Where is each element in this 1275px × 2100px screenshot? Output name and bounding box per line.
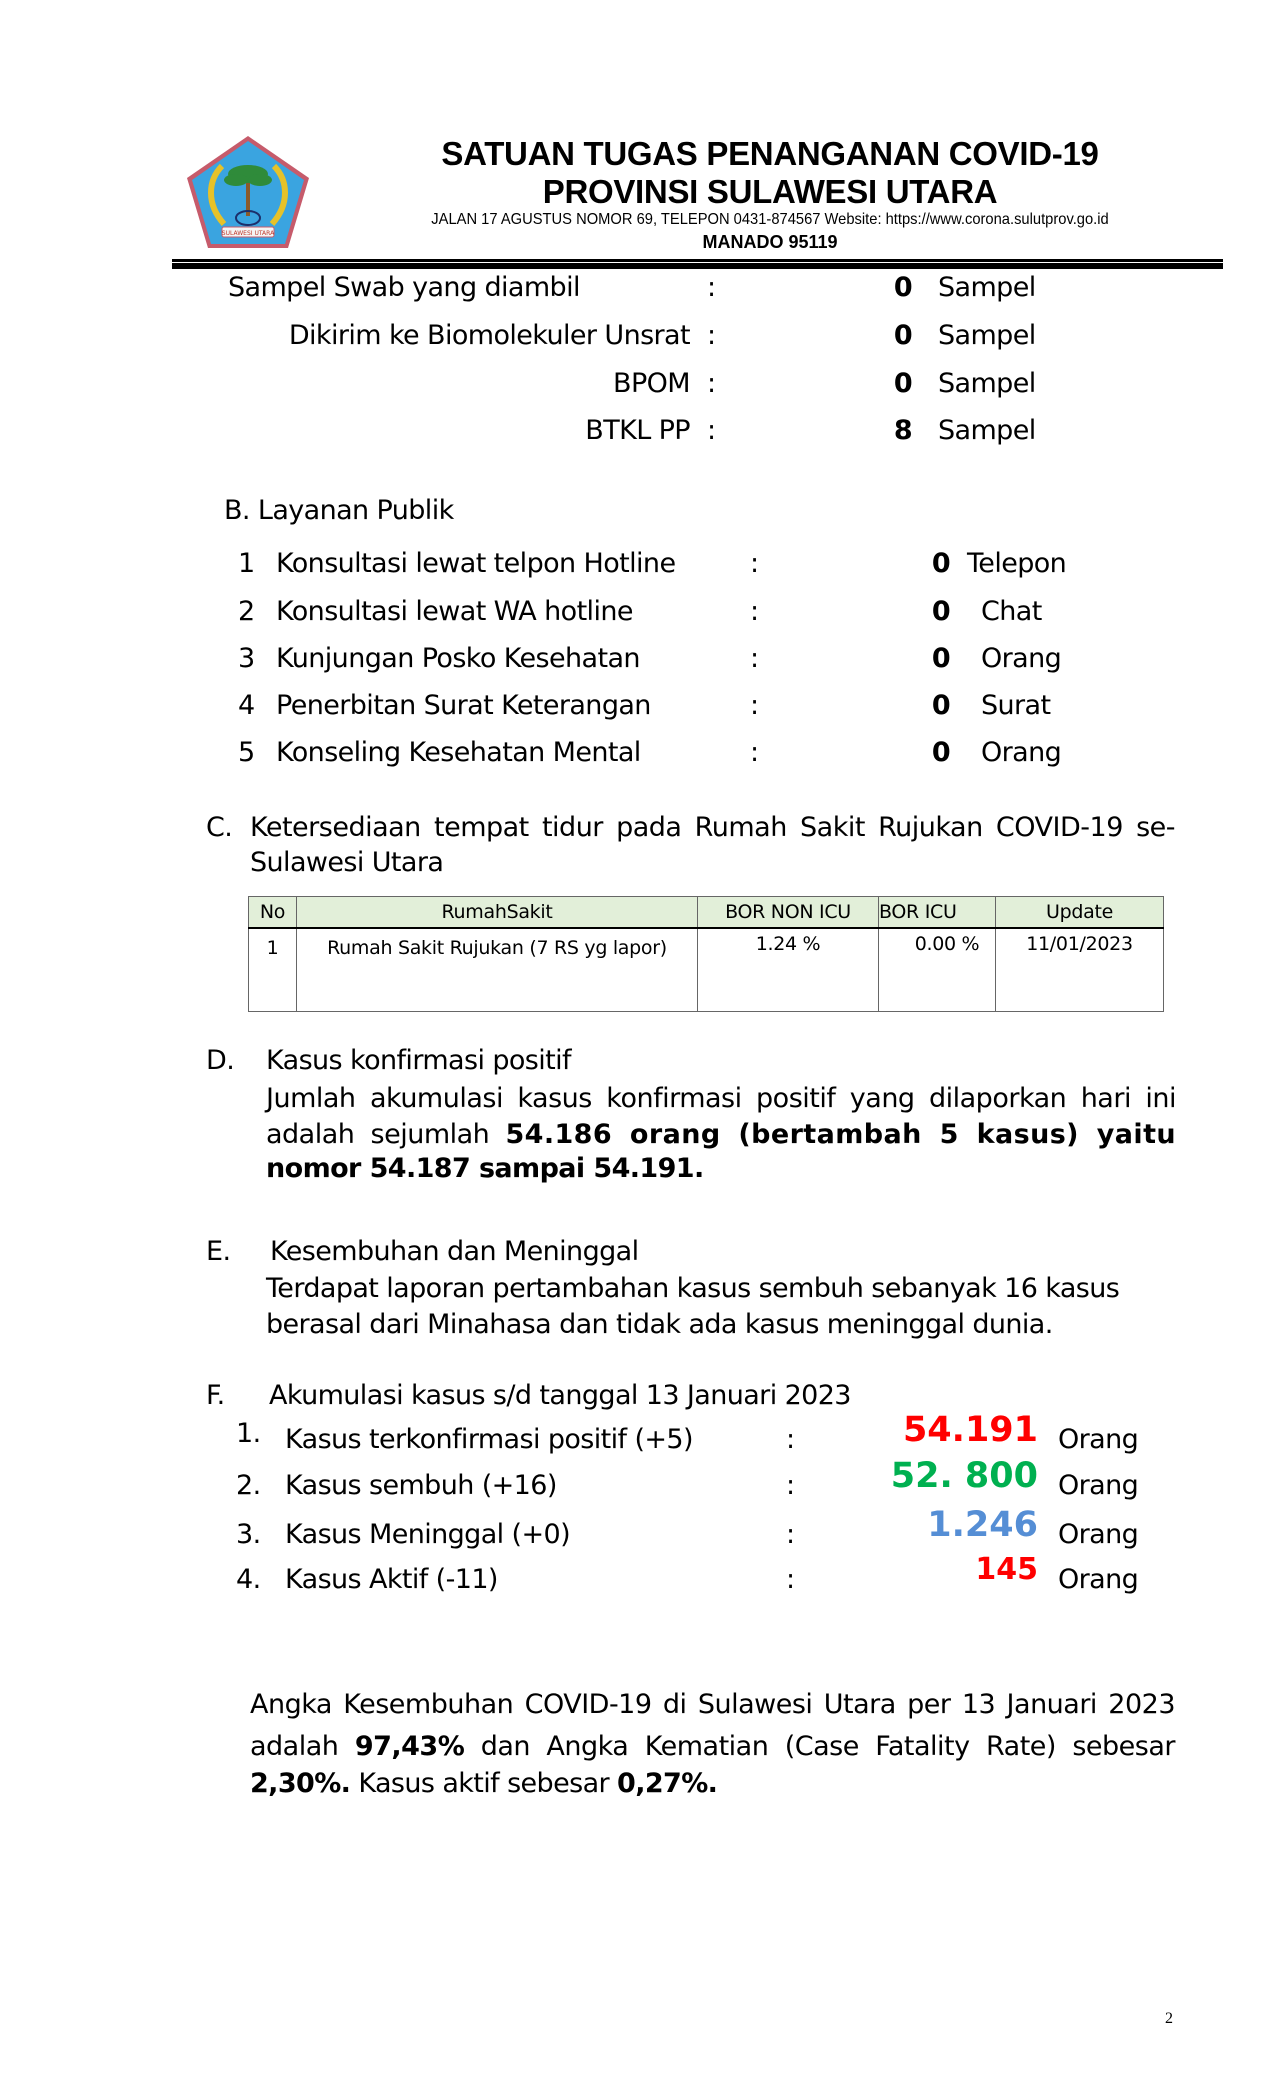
item-label: BTKL PP [585,415,690,446]
header-city: MANADO 95119 [702,232,838,252]
item-separator: : [750,643,759,674]
item-value: 0 [931,548,950,579]
active-rate: 0,27%. [617,1768,718,1799]
item-separator: : [707,320,716,351]
item-separator: : [750,690,759,721]
item-number: 4 [238,690,255,721]
table-header-row [249,897,1164,929]
summary-text: Kasus aktif sebesar [358,1768,610,1799]
provincial-logo [184,134,312,250]
section-c-letter: C. [206,812,233,843]
header-divider-thick [172,263,1223,269]
summary-text: adalah [250,1731,339,1762]
column-header-rumahsakit: RumahSakit [297,897,698,929]
section-f-letter: F. [206,1380,225,1411]
stat-unit: Orang [1058,1470,1139,1501]
item-separator: : [750,737,759,768]
column-header-bor-icu: BOR ICU [879,897,996,929]
emblem-icon [184,134,312,250]
stat-separator: : [786,1470,795,1501]
stat-label: Kasus Aktif (-11) [285,1564,498,1595]
cell-update: 11/01/2023 [996,928,1164,1012]
item-value: 0 [893,320,912,351]
item-separator: : [750,548,759,579]
summary-line3 [250,1768,717,1799]
section-b-heading: B. Layanan Publik [224,495,454,526]
section-d-line2 [266,1117,1176,1153]
fatality-rate: 2,30%. [250,1768,351,1799]
column-header-bor-non-icu: BOR NON ICU [698,897,879,929]
header-divider-thin [172,259,1223,262]
item-separator: : [707,368,716,399]
stat-number: 3. [236,1519,261,1550]
summary-text: dan Angka Kematian (Case Fatality Rate) sebesar [480,1731,1175,1762]
item-value: 0 [931,596,950,627]
page-number: 2 [1165,2010,1173,2027]
item-value: 0 [893,272,912,303]
section-d-confirmed-count: 54.186 orang (bertambah 5 kasus) yaitu [505,1119,1176,1150]
section-d-line2-text: adalah sejumlah [266,1119,490,1150]
section-d-letter: D. [206,1045,235,1076]
item-value: 0 [931,690,950,721]
item-label: Dikirim ke Biomolekuler Unsrat [288,320,690,351]
section-d-number-range: nomor 54.187 sampai 54.191. [266,1153,704,1184]
column-header-no: No [249,897,297,929]
item-number: 2 [238,596,255,627]
stat-number: 1. [236,1418,261,1449]
item-unit: Orang [981,643,1062,674]
item-number: 3 [238,643,255,674]
stat-value-deaths: 1.246 [927,1505,1038,1545]
section-d-line1: Jumlah akumulasi kasus konfirmasi positif yang dilaporkan hari ini [266,1083,1176,1114]
item-unit: Chat [981,596,1042,627]
cell-bor-non-icu: 1.24 % [698,928,879,1012]
item-unit: Orang [981,737,1062,768]
hospital-bed-table [248,896,1164,1012]
stat-value-active: 145 [975,1552,1038,1587]
stat-unit: Orang [1058,1519,1139,1550]
stat-label: Kasus terkonfirmasi positif (+5) [285,1424,693,1455]
item-value: 0 [931,737,950,768]
recovery-rate: 97,43% [354,1731,465,1762]
stat-value-recovered: 52. 800 [890,1456,1038,1496]
item-number: 5 [238,737,255,768]
item-value: 0 [931,643,950,674]
section-e-line2: berasal dari Minahasa dan tidak ada kasus meninggal dunia. [266,1309,1053,1340]
item-label: Konsultasi lewat WA hotline [276,596,633,627]
column-header-update: Update [996,897,1164,929]
logo-banner-text: SULAWESI UTARA [221,230,275,237]
cell-no: 1 [249,928,297,1012]
cell-rumahsakit: Rumah Sakit Rujukan (7 RS yg lapor) [297,928,698,1012]
stat-number: 2. [236,1470,261,1501]
item-separator: : [707,272,716,303]
stat-label: Kasus Meninggal (+0) [285,1519,571,1550]
section-d-heading: Kasus konfirmasi positif [266,1045,571,1076]
item-separator: : [750,596,759,627]
header-title-line1: SATUAN TUGAS PENANGANAN COVID-19 [441,135,1099,172]
section-f-heading: Akumulasi kasus s/d tanggal 13 Januari 2023 [269,1380,851,1411]
item-value: 8 [893,415,912,446]
item-label: Konsultasi lewat telpon Hotline [276,548,676,579]
item-unit: Surat [981,690,1051,721]
section-e-letter: E. [206,1236,231,1267]
summary-line2 [250,1726,1175,1768]
item-unit: Sampel [938,272,1036,303]
stat-unit: Orang [1058,1564,1139,1595]
item-label: Konseling Kesehatan Mental [276,737,641,768]
item-value: 0 [893,368,912,399]
section-e-line1: Terdapat laporan pertambahan kasus sembuh sebanyak 16 kasus [266,1273,1120,1304]
section-c-heading-line2: Sulawesi Utara [250,847,444,878]
item-unit: Sampel [938,320,1036,351]
item-label: Kunjungan Posko Kesehatan [276,643,640,674]
header-title-line2: PROVINSI SULAWESI UTARA [542,173,998,210]
item-number: 1 [238,548,255,579]
stat-value-confirmed: 54.191 [902,1410,1038,1450]
stat-number: 4. [236,1564,261,1595]
header-address: JALAN 17 AGUSTUS NOMOR 69, TELEPON 0431-874567 Website: https://www.corona.sulutprov.go.id [431,211,1109,228]
item-unit: Sampel [938,368,1036,399]
section-e-heading: Kesembuhan dan Meninggal [270,1236,639,1267]
stat-separator: : [786,1424,795,1455]
item-label: Penerbitan Surat Keterangan [276,690,651,721]
item-label: Sampel Swab yang diambil [228,272,580,303]
stat-separator: : [786,1519,795,1550]
stat-unit: Orang [1058,1424,1139,1455]
section-c-heading-line1: Ketersediaan tempat tidur pada Rumah Sakit Rujukan COVID-19 se- [250,812,1175,843]
cell-bor-icu: 0.00 % [879,928,996,1012]
item-separator: : [707,415,716,446]
table-row [249,928,1164,1012]
item-unit: Sampel [938,415,1036,446]
stat-label: Kasus sembuh (+16) [285,1470,557,1501]
summary-line1: Angka Kesembuhan COVID-19 di Sulawesi Utara per 13 Januari 2023 [250,1689,1175,1720]
item-unit: Telepon [967,548,1067,579]
item-label: BPOM [613,368,690,399]
stat-separator: : [786,1564,795,1595]
